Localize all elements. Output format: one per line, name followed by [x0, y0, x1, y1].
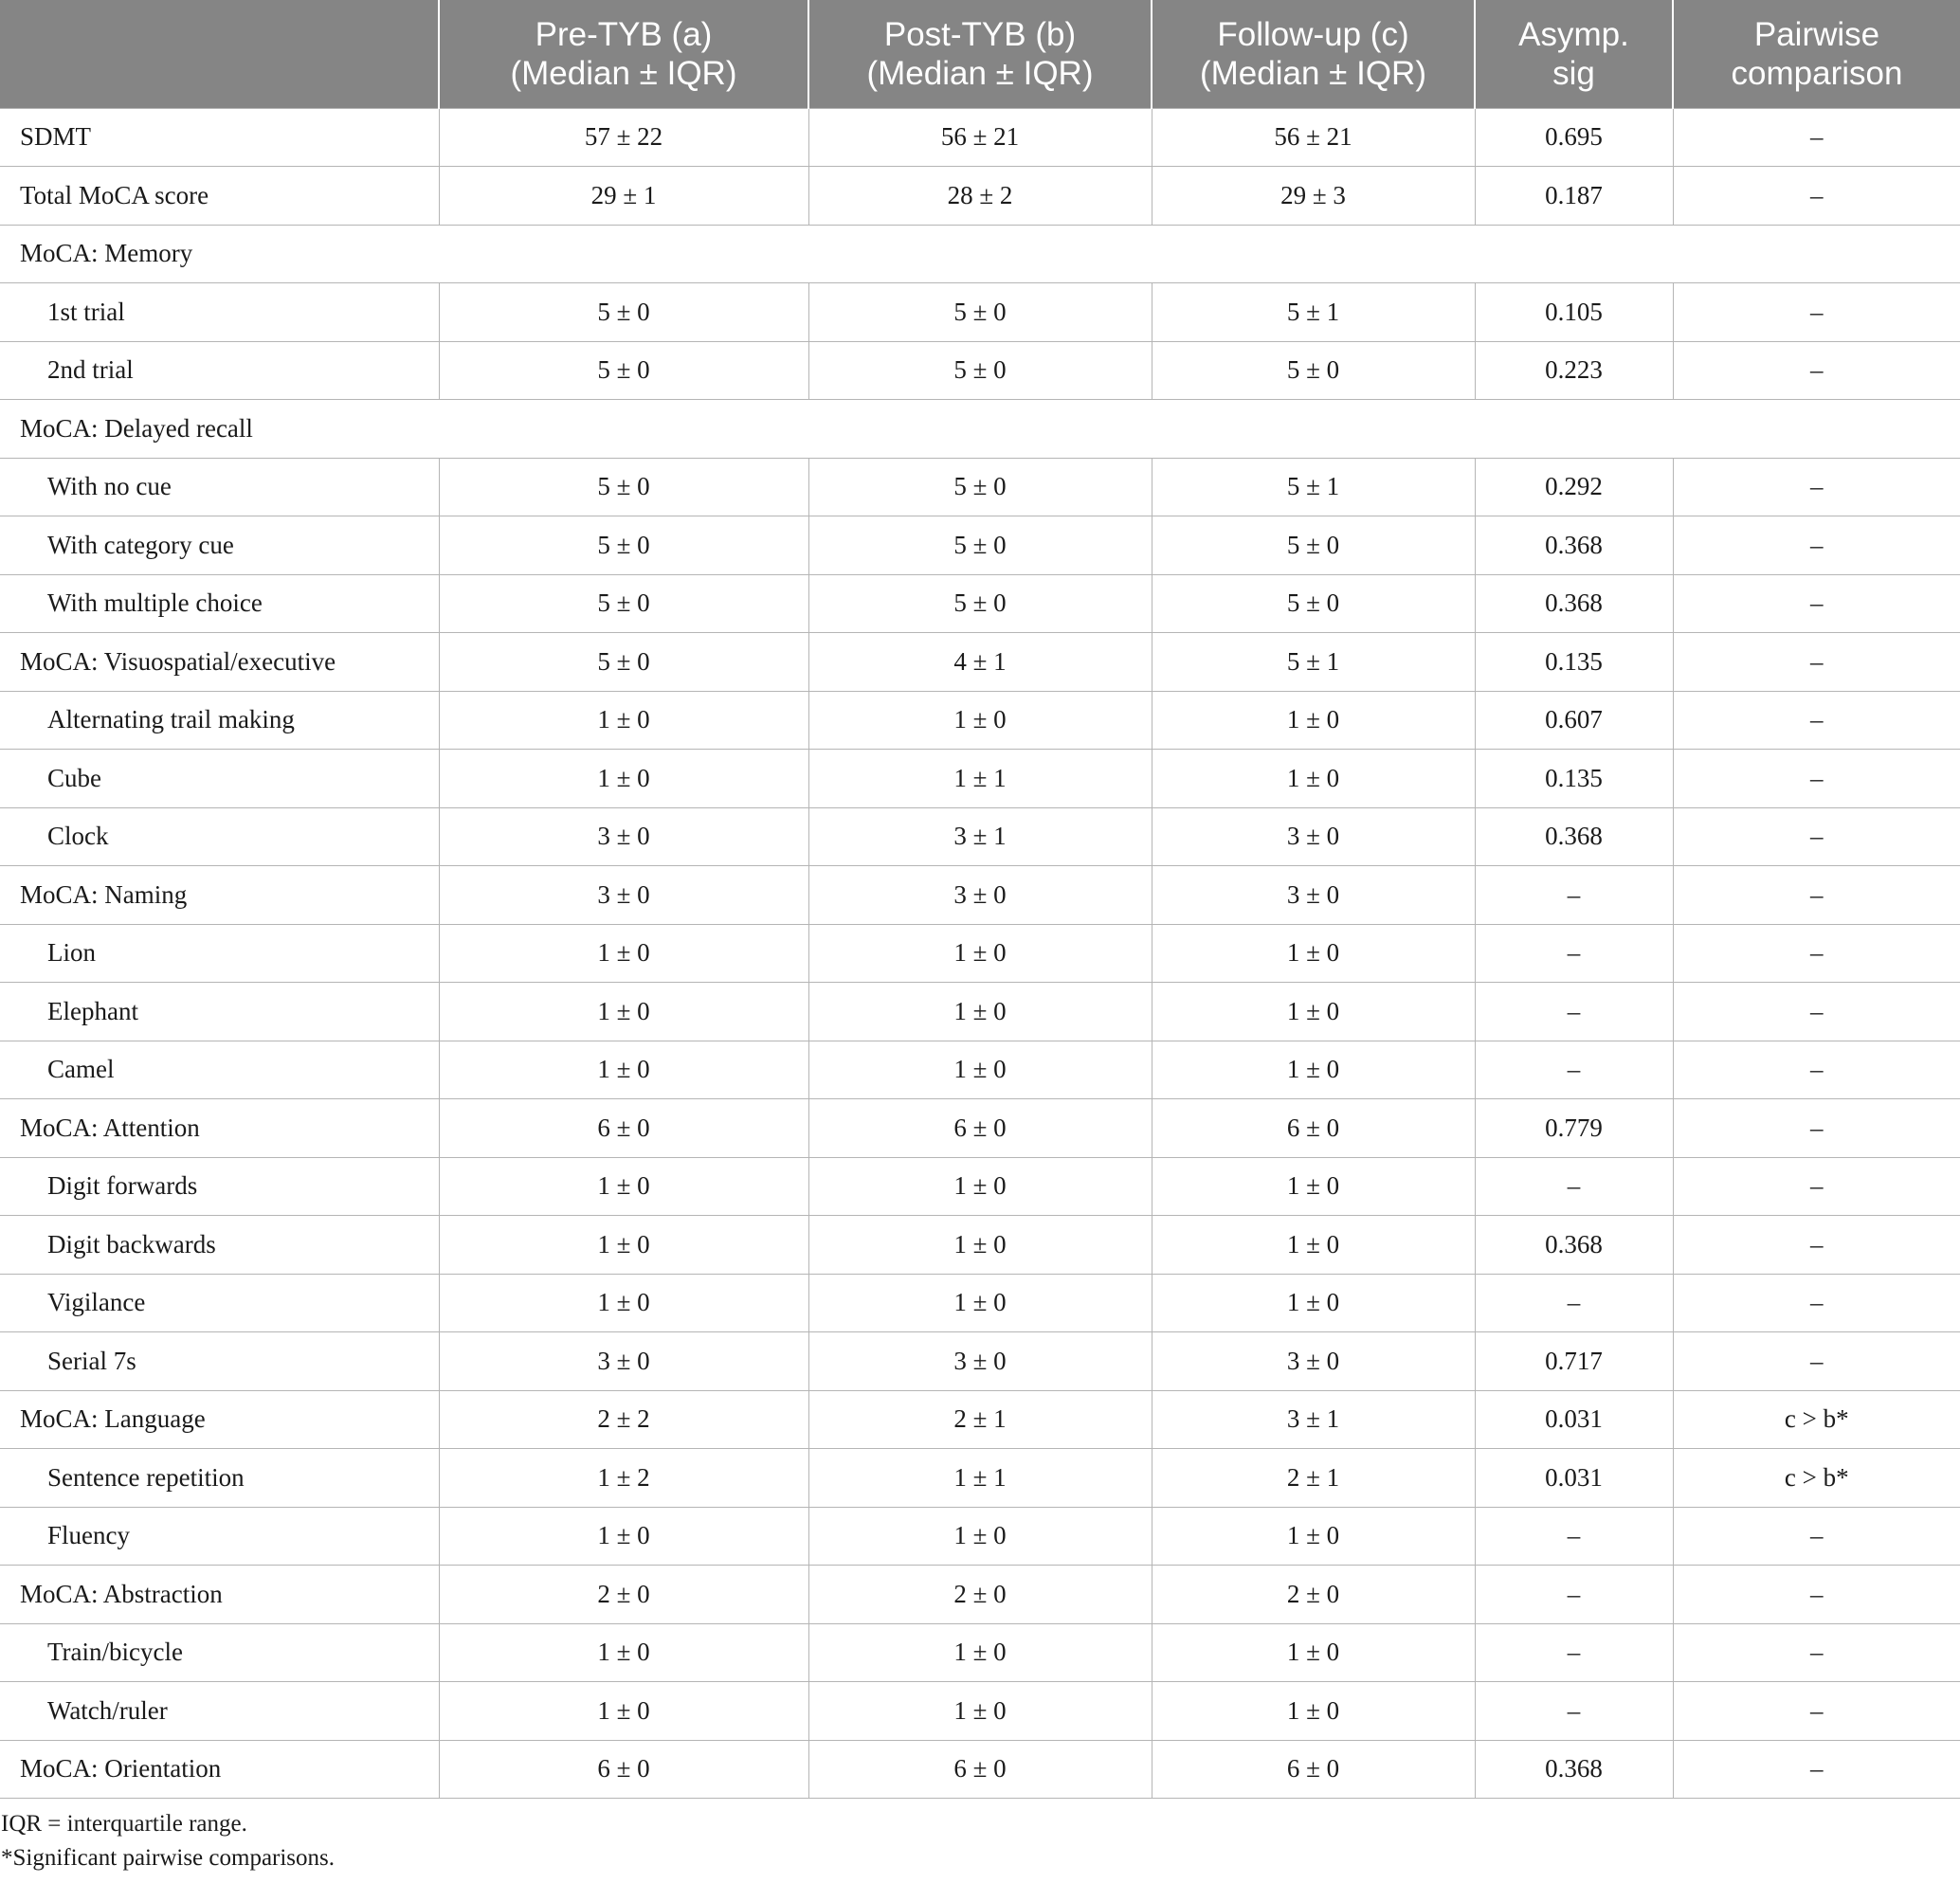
section-label: MoCA: Delayed recall	[0, 400, 1960, 459]
table-row	[0, 1507, 1960, 1566]
pairwise-cell: –	[1673, 574, 1960, 633]
header-follow-up-subtitle: (Median ± IQR)	[1200, 54, 1426, 92]
header-asymp-sig-line1: Asymp.	[1518, 15, 1629, 53]
table-section-row	[0, 400, 1960, 459]
header-measure	[0, 0, 439, 108]
follow-up-cell: 1 ± 0	[1152, 750, 1475, 808]
pre-tyb-cell: 5 ± 0	[439, 574, 808, 633]
row-label: Vigilance	[0, 1274, 439, 1332]
post-tyb-cell: 1 ± 0	[808, 1623, 1152, 1682]
pre-tyb-cell: 1 ± 2	[439, 1449, 808, 1508]
asymp-sig-cell: 0.368	[1475, 1216, 1673, 1275]
pre-tyb-cell: 1 ± 0	[439, 691, 808, 750]
follow-up-cell: 1 ± 0	[1152, 1507, 1475, 1566]
header-pre-tyb-subtitle: (Median ± IQR)	[510, 54, 737, 92]
pairwise-cell: –	[1673, 1216, 1960, 1275]
table-body	[0, 108, 1960, 1799]
table-row	[0, 1157, 1960, 1216]
post-tyb-cell: 1 ± 0	[808, 691, 1152, 750]
table-row	[0, 633, 1960, 692]
pre-tyb-cell: 2 ± 0	[439, 1566, 808, 1624]
post-tyb-cell: 2 ± 1	[808, 1390, 1152, 1449]
table-row	[0, 1682, 1960, 1741]
pre-tyb-cell: 5 ± 0	[439, 516, 808, 575]
post-tyb-cell: 3 ± 1	[808, 807, 1152, 866]
table-row	[0, 750, 1960, 808]
asymp-sig-cell: –	[1475, 1566, 1673, 1624]
post-tyb-cell: 1 ± 0	[808, 1216, 1152, 1275]
pairwise-cell: –	[1673, 1332, 1960, 1391]
row-label: MoCA: Naming	[0, 866, 439, 925]
row-label: 1st trial	[0, 283, 439, 342]
pairwise-cell: c > b*	[1673, 1449, 1960, 1508]
row-label: MoCA: Language	[0, 1390, 439, 1449]
follow-up-cell: 1 ± 0	[1152, 1157, 1475, 1216]
table-row	[0, 1216, 1960, 1275]
row-label: Fluency	[0, 1507, 439, 1566]
table-row	[0, 691, 1960, 750]
pre-tyb-cell: 3 ± 0	[439, 807, 808, 866]
pairwise-cell: –	[1673, 807, 1960, 866]
pairwise-cell: –	[1673, 983, 1960, 1041]
table-row	[0, 866, 1960, 925]
post-tyb-cell: 5 ± 0	[808, 516, 1152, 575]
pairwise-cell: –	[1673, 341, 1960, 400]
follow-up-cell: 3 ± 0	[1152, 1332, 1475, 1391]
asymp-sig-cell: 0.105	[1475, 283, 1673, 342]
asymp-sig-cell: 0.717	[1475, 1332, 1673, 1391]
row-label: MoCA: Orientation	[0, 1740, 439, 1799]
table-row	[0, 341, 1960, 400]
pairwise-cell: –	[1673, 283, 1960, 342]
header-follow-up	[1152, 0, 1475, 108]
table-row	[0, 1332, 1960, 1391]
row-label: SDMT	[0, 108, 439, 167]
table-row	[0, 458, 1960, 516]
asymp-sig-cell: 0.368	[1475, 516, 1673, 575]
asymp-sig-cell: 0.223	[1475, 341, 1673, 400]
pairwise-cell: –	[1673, 1682, 1960, 1741]
follow-up-cell: 3 ± 0	[1152, 866, 1475, 925]
row-label: MoCA: Attention	[0, 1099, 439, 1158]
table-row	[0, 1740, 1960, 1799]
asymp-sig-cell: 0.779	[1475, 1099, 1673, 1158]
table-row	[0, 283, 1960, 342]
post-tyb-cell: 1 ± 0	[808, 1507, 1152, 1566]
asymp-sig-cell: –	[1475, 1157, 1673, 1216]
footnote-significance: *Significant pairwise comparisons.	[1, 1845, 336, 1871]
table-row	[0, 1449, 1960, 1508]
row-label: Lion	[0, 924, 439, 983]
table-row	[0, 167, 1960, 226]
pre-tyb-cell: 5 ± 0	[439, 633, 808, 692]
pre-tyb-cell: 1 ± 0	[439, 1041, 808, 1099]
follow-up-cell: 5 ± 0	[1152, 574, 1475, 633]
post-tyb-cell: 1 ± 0	[808, 1682, 1152, 1741]
follow-up-cell: 2 ± 1	[1152, 1449, 1475, 1508]
follow-up-cell: 3 ± 0	[1152, 807, 1475, 866]
header-post-tyb-title: Post-TYB (b)	[883, 15, 1077, 53]
row-label: With category cue	[0, 516, 439, 575]
pairwise-cell: –	[1673, 167, 1960, 226]
asymp-sig-cell: 0.187	[1475, 167, 1673, 226]
header-post-tyb	[808, 0, 1152, 108]
pairwise-cell: –	[1673, 750, 1960, 808]
post-tyb-cell: 5 ± 0	[808, 341, 1152, 400]
row-label: 2nd trial	[0, 341, 439, 400]
follow-up-cell: 1 ± 0	[1152, 983, 1475, 1041]
pre-tyb-cell: 3 ± 0	[439, 1332, 808, 1391]
header-pre-tyb-title: Pre-TYB (a)	[535, 15, 713, 53]
post-tyb-cell: 3 ± 0	[808, 1332, 1152, 1391]
follow-up-cell: 6 ± 0	[1152, 1740, 1475, 1799]
pre-tyb-cell: 1 ± 0	[439, 983, 808, 1041]
post-tyb-cell: 28 ± 2	[808, 167, 1152, 226]
header-pairwise-line2: comparison	[1731, 54, 1903, 92]
asymp-sig-cell: –	[1475, 983, 1673, 1041]
pairwise-cell: –	[1673, 1740, 1960, 1799]
follow-up-cell: 1 ± 0	[1152, 691, 1475, 750]
pre-tyb-cell: 1 ± 0	[439, 750, 808, 808]
pre-tyb-cell: 1 ± 0	[439, 1507, 808, 1566]
asymp-sig-cell: 0.368	[1475, 1740, 1673, 1799]
table-row	[0, 983, 1960, 1041]
row-label: With no cue	[0, 458, 439, 516]
row-label: Clock	[0, 807, 439, 866]
pairwise-cell: –	[1673, 1274, 1960, 1332]
post-tyb-cell: 1 ± 0	[808, 1041, 1152, 1099]
post-tyb-cell: 1 ± 0	[808, 1274, 1152, 1332]
row-label: Train/bicycle	[0, 1623, 439, 1682]
table-row	[0, 1623, 1960, 1682]
pairwise-cell: –	[1673, 1566, 1960, 1624]
pre-tyb-cell: 5 ± 0	[439, 341, 808, 400]
asymp-sig-cell: –	[1475, 1623, 1673, 1682]
pre-tyb-cell: 57 ± 22	[439, 108, 808, 167]
follow-up-cell: 1 ± 0	[1152, 1682, 1475, 1741]
footnote-iqr: IQR = interquartile range.	[1, 1811, 247, 1837]
pre-tyb-cell: 6 ± 0	[439, 1740, 808, 1799]
follow-up-cell: 5 ± 1	[1152, 283, 1475, 342]
pre-tyb-cell: 1 ± 0	[439, 1274, 808, 1332]
follow-up-cell: 1 ± 0	[1152, 1216, 1475, 1275]
follow-up-cell: 5 ± 0	[1152, 341, 1475, 400]
row-label: Total MoCA score	[0, 167, 439, 226]
post-tyb-cell: 1 ± 0	[808, 924, 1152, 983]
follow-up-cell: 56 ± 21	[1152, 108, 1475, 167]
table-header	[0, 0, 1960, 108]
header-post-tyb-subtitle: (Median ± IQR)	[866, 54, 1094, 92]
post-tyb-cell: 6 ± 0	[808, 1740, 1152, 1799]
asymp-sig-cell: 0.368	[1475, 574, 1673, 633]
pairwise-cell: –	[1673, 1041, 1960, 1099]
row-label: Cube	[0, 750, 439, 808]
row-label: Serial 7s	[0, 1332, 439, 1391]
row-label: Camel	[0, 1041, 439, 1099]
table-row	[0, 1390, 1960, 1449]
pairwise-cell: –	[1673, 1099, 1960, 1158]
follow-up-cell: 1 ± 0	[1152, 1274, 1475, 1332]
row-label: Digit forwards	[0, 1157, 439, 1216]
follow-up-cell: 5 ± 1	[1152, 458, 1475, 516]
post-tyb-cell: 5 ± 0	[808, 458, 1152, 516]
pre-tyb-cell: 1 ± 0	[439, 1216, 808, 1275]
asymp-sig-cell: 0.031	[1475, 1449, 1673, 1508]
follow-up-cell: 5 ± 0	[1152, 516, 1475, 575]
pairwise-cell: c > b*	[1673, 1390, 1960, 1449]
table-row	[0, 807, 1960, 866]
header-asymp-sig-line2: sig	[1552, 54, 1595, 92]
table-footnotes	[0, 1807, 1960, 1875]
pairwise-cell: –	[1673, 458, 1960, 516]
post-tyb-cell: 1 ± 1	[808, 750, 1152, 808]
follow-up-cell: 1 ± 0	[1152, 1623, 1475, 1682]
table-row	[0, 1099, 1960, 1158]
table-row	[0, 108, 1960, 167]
pre-tyb-cell: 5 ± 0	[439, 458, 808, 516]
pre-tyb-cell: 1 ± 0	[439, 1682, 808, 1741]
follow-up-cell: 5 ± 1	[1152, 633, 1475, 692]
asymp-sig-cell: –	[1475, 924, 1673, 983]
pre-tyb-cell: 5 ± 0	[439, 283, 808, 342]
header-pairwise-line1: Pairwise	[1753, 15, 1880, 53]
table-row	[0, 1566, 1960, 1624]
post-tyb-cell: 5 ± 0	[808, 574, 1152, 633]
table-row	[0, 924, 1960, 983]
pre-tyb-cell: 1 ± 0	[439, 1623, 808, 1682]
pairwise-cell: –	[1673, 108, 1960, 167]
post-tyb-cell: 6 ± 0	[808, 1099, 1152, 1158]
follow-up-cell: 3 ± 1	[1152, 1390, 1475, 1449]
post-tyb-cell: 4 ± 1	[808, 633, 1152, 692]
row-label: With multiple choice	[0, 574, 439, 633]
header-asymp-sig	[1475, 0, 1673, 108]
asymp-sig-cell: 0.607	[1475, 691, 1673, 750]
pairwise-cell: –	[1673, 1507, 1960, 1566]
follow-up-cell: 6 ± 0	[1152, 1099, 1475, 1158]
header-pairwise	[1673, 0, 1960, 108]
pairwise-cell: –	[1673, 1157, 1960, 1216]
row-label: MoCA: Visuospatial/executive	[0, 633, 439, 692]
pairwise-cell: –	[1673, 691, 1960, 750]
asymp-sig-cell: –	[1475, 1274, 1673, 1332]
asymp-sig-cell: 0.292	[1475, 458, 1673, 516]
pre-tyb-cell: 1 ± 0	[439, 924, 808, 983]
post-tyb-cell: 56 ± 21	[808, 108, 1152, 167]
asymp-sig-cell: –	[1475, 1682, 1673, 1741]
asymp-sig-cell: 0.135	[1475, 633, 1673, 692]
table-row	[0, 1274, 1960, 1332]
row-label: Alternating trail making	[0, 691, 439, 750]
table-row	[0, 574, 1960, 633]
row-label: Watch/ruler	[0, 1682, 439, 1741]
row-label: Digit backwards	[0, 1216, 439, 1275]
asymp-sig-cell: –	[1475, 1041, 1673, 1099]
post-tyb-cell: 1 ± 0	[808, 983, 1152, 1041]
asymp-sig-cell: –	[1475, 866, 1673, 925]
row-label: Elephant	[0, 983, 439, 1041]
asymp-sig-cell: –	[1475, 1507, 1673, 1566]
follow-up-cell: 1 ± 0	[1152, 1041, 1475, 1099]
pre-tyb-cell: 6 ± 0	[439, 1099, 808, 1158]
asymp-sig-cell: 0.135	[1475, 750, 1673, 808]
post-tyb-cell: 5 ± 0	[808, 283, 1152, 342]
pre-tyb-cell: 3 ± 0	[439, 866, 808, 925]
row-label: Sentence repetition	[0, 1449, 439, 1508]
section-label: MoCA: Memory	[0, 225, 1960, 283]
pairwise-cell: –	[1673, 633, 1960, 692]
table-section-row	[0, 225, 1960, 283]
pairwise-cell: –	[1673, 516, 1960, 575]
follow-up-cell: 29 ± 3	[1152, 167, 1475, 226]
pre-tyb-cell: 2 ± 2	[439, 1390, 808, 1449]
post-tyb-cell: 1 ± 0	[808, 1157, 1152, 1216]
pre-tyb-cell: 1 ± 0	[439, 1157, 808, 1216]
post-tyb-cell: 3 ± 0	[808, 866, 1152, 925]
header-row	[0, 0, 1960, 108]
follow-up-cell: 2 ± 0	[1152, 1566, 1475, 1624]
header-pre-tyb	[439, 0, 808, 108]
row-label: MoCA: Abstraction	[0, 1566, 439, 1624]
pairwise-cell: –	[1673, 924, 1960, 983]
follow-up-cell: 1 ± 0	[1152, 924, 1475, 983]
asymp-sig-cell: 0.368	[1475, 807, 1673, 866]
pairwise-cell: –	[1673, 866, 1960, 925]
table-row	[0, 516, 1960, 575]
table-row	[0, 1041, 1960, 1099]
asymp-sig-cell: 0.695	[1475, 108, 1673, 167]
header-follow-up-title: Follow-up (c)	[1217, 15, 1409, 53]
pairwise-cell: –	[1673, 1623, 1960, 1682]
post-tyb-cell: 2 ± 0	[808, 1566, 1152, 1624]
pre-tyb-cell: 29 ± 1	[439, 167, 808, 226]
asymp-sig-cell: 0.031	[1475, 1390, 1673, 1449]
post-tyb-cell: 1 ± 1	[808, 1449, 1152, 1508]
